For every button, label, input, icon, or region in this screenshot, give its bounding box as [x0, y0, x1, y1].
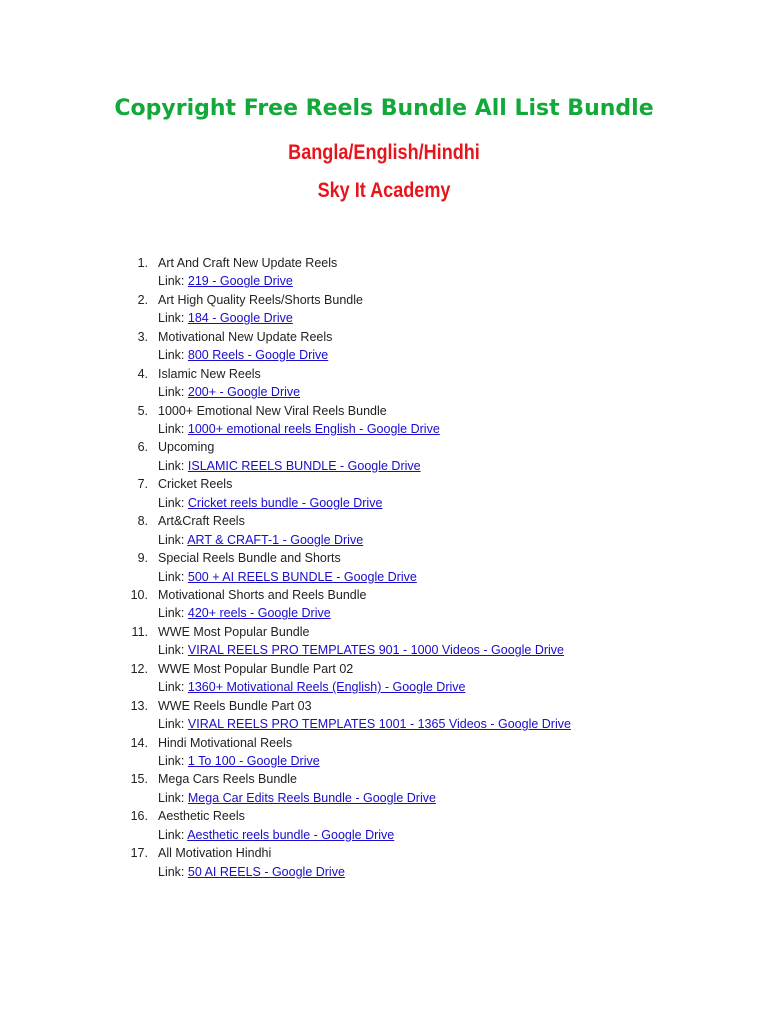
- link-label: Link:: [158, 827, 188, 842]
- google-drive-link[interactable]: 1 To 100 - Google Drive: [187, 753, 320, 768]
- list-item-link-row: [158, 826, 394, 844]
- list-item-number: 14.: [130, 735, 148, 750]
- link-label: Link:: [158, 495, 188, 510]
- google-drive-link[interactable]: Mega Car Edits Reels Bundle - Google Drive: [187, 790, 436, 805]
- list-item-title: Motivational Shorts and Reels Bundle: [158, 588, 367, 603]
- list-item-title: Art And Craft New Update Reels: [158, 256, 338, 270]
- list-item-number: 16.: [130, 809, 148, 824]
- link-label: Link:: [158, 311, 188, 326]
- list-item-link-row: [158, 420, 440, 438]
- list-item-number: 12.: [130, 661, 148, 676]
- google-drive-link[interactable]: 219 - Google Drive: [187, 274, 293, 289]
- list-item: [0, 402, 768, 439]
- list-item-number: 4.: [137, 366, 148, 381]
- link-label: Link:: [158, 569, 188, 584]
- list-item: [0, 328, 768, 365]
- list-item-title: 1000+ Emotional New Viral Reels Bundle: [158, 403, 387, 418]
- list-item-title: All Motivation Hindhi: [158, 846, 272, 861]
- list-item-link-row: [158, 604, 331, 622]
- list-item-number: 11.: [131, 624, 148, 639]
- link-label: Link:: [158, 385, 188, 400]
- google-drive-link[interactable]: ISLAMIC REELS BUNDLE - Google Drive: [187, 458, 421, 473]
- page-title: Copyright Free Reels Bundle All List Bundle: [114, 96, 654, 121]
- google-drive-link[interactable]: VIRAL REELS PRO TEMPLATES 1001 - 1365 Videos - Google Drive: [187, 717, 571, 732]
- list-item-link-row: [158, 568, 417, 586]
- list-item-title: Art High Quality Reels/Shorts Bundle: [158, 292, 363, 307]
- list-item: [0, 844, 768, 881]
- list-item: [0, 697, 768, 734]
- list-item-title: Aesthetic Reels: [158, 809, 245, 824]
- list-item-number: 6.: [137, 440, 148, 455]
- list-item: [0, 623, 768, 660]
- google-drive-link[interactable]: Aesthetic reels bundle - Google Drive: [187, 827, 395, 842]
- list-item-link-row: [158, 272, 293, 290]
- list-item: [0, 660, 768, 697]
- link-label: Link:: [158, 717, 188, 732]
- list-item: [0, 365, 768, 402]
- list-item-number: 5.: [137, 403, 148, 418]
- list-item-number: 2.: [137, 292, 148, 307]
- google-drive-link[interactable]: 1360+ Motivational Reels (English) - Google Drive: [187, 680, 466, 695]
- google-drive-link[interactable]: ART & CRAFT-1 - Google Drive: [187, 532, 364, 547]
- list-item: [0, 254, 768, 291]
- link-label: Link:: [158, 606, 188, 621]
- link-label: Link:: [158, 274, 188, 289]
- list-item-title: Hindi Motivational Reels: [158, 735, 293, 750]
- list-item-link-row: [158, 789, 436, 807]
- list-item-number: 3.: [137, 329, 148, 344]
- list-item: [0, 438, 768, 475]
- list-item: [0, 807, 768, 844]
- list-item-title: Cricket Reels: [158, 477, 233, 492]
- list-item-number: 10.: [130, 588, 148, 603]
- list-item: [0, 549, 768, 586]
- list-item-title: Upcoming: [158, 440, 215, 455]
- list-item-link-row: [158, 641, 564, 659]
- link-label: Link:: [158, 421, 188, 436]
- list-item-title: Motivational New Update Reels: [158, 329, 333, 344]
- list-item: [0, 734, 768, 771]
- google-drive-link[interactable]: 184 - Google Drive: [187, 311, 293, 326]
- link-label: Link:: [158, 680, 188, 695]
- list-item-link-row: [158, 715, 571, 733]
- list-item-link-row: [158, 346, 328, 364]
- reels-list: [0, 254, 768, 881]
- link-label: Link:: [158, 348, 188, 363]
- list-item-number: 8.: [137, 514, 148, 529]
- google-drive-link[interactable]: 200+ - Google Drive: [187, 385, 301, 400]
- list-item-link-row: [158, 531, 363, 549]
- list-item-title: Art&Craft Reels: [158, 514, 245, 529]
- google-drive-link[interactable]: 1000+ emotional reels English - Google Drive: [187, 421, 440, 436]
- link-label: Link:: [158, 532, 188, 547]
- google-drive-link[interactable]: 500 + AI REELS BUNDLE - Google Drive: [187, 569, 417, 584]
- google-drive-link[interactable]: 800 Reels - Google Drive: [187, 348, 329, 363]
- list-item-link-row: [158, 863, 345, 881]
- list-item-number: 13.: [130, 698, 148, 713]
- list-item-title: Mega Cars Reels Bundle: [158, 772, 297, 787]
- list-item-link-row: [158, 457, 421, 475]
- list-item-number: 1.: [137, 256, 148, 270]
- google-drive-link[interactable]: Cricket reels bundle - Google Drive: [187, 495, 383, 510]
- list-item-link-row: [158, 383, 300, 401]
- link-label: Link:: [158, 753, 188, 768]
- google-drive-link[interactable]: 50 AI REELS - Google Drive: [187, 864, 345, 879]
- list-item: [0, 475, 768, 512]
- list-item-title: WWE Most Popular Bundle Part 02: [158, 661, 354, 676]
- list-item-number: 7.: [137, 477, 148, 492]
- list-item-number: 9.: [137, 551, 148, 566]
- link-label: Link:: [158, 643, 188, 658]
- list-item-link-row: [158, 678, 465, 696]
- list-item: [0, 586, 768, 623]
- organization-name: Sky It Academy: [317, 179, 451, 202]
- language-subtitle: Bangla/English/Hindhi: [288, 141, 480, 164]
- link-label: Link:: [158, 458, 188, 473]
- link-label: Link:: [158, 790, 188, 805]
- list-item-title: Special Reels Bundle and Shorts: [158, 551, 341, 566]
- list-item-number: 17.: [130, 846, 148, 861]
- list-item: [0, 512, 768, 549]
- list-item-link-row: [158, 752, 320, 770]
- list-item: [0, 291, 768, 328]
- list-item-link-row: [158, 494, 382, 512]
- list-item-title: WWE Most Popular Bundle: [158, 624, 310, 639]
- google-drive-link[interactable]: 420+ reels - Google Drive: [187, 606, 331, 621]
- list-item-title: Islamic New Reels: [158, 366, 261, 381]
- google-drive-link[interactable]: VIRAL REELS PRO TEMPLATES 901 - 1000 Videos - Google Drive: [187, 643, 564, 658]
- list-item-number: 15.: [130, 772, 148, 787]
- list-item: [0, 770, 768, 807]
- link-label: Link:: [158, 864, 188, 879]
- list-item-title: WWE Reels Bundle Part 03: [158, 698, 312, 713]
- list-item-link-row: [158, 309, 293, 327]
